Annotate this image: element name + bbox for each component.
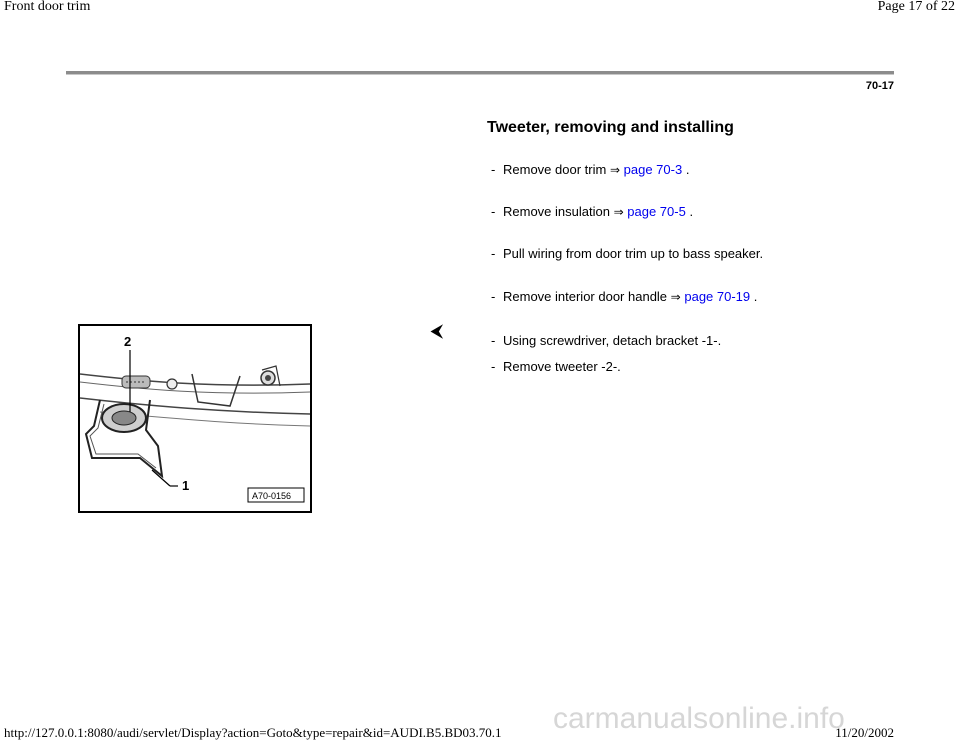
page-indicator: Page 17 of 22 xyxy=(877,0,955,14)
watermark: carmanualsonline.info xyxy=(553,702,845,735)
tweeter-illustration xyxy=(78,324,312,513)
page-link[interactable]: page 70-19 xyxy=(684,289,751,304)
page-link[interactable]: page 70-5 xyxy=(627,204,686,219)
page-number: 70-17 xyxy=(865,80,894,92)
arrow-right-icon: ⇒ xyxy=(670,290,681,304)
section-heading: Tweeter, removing and installing xyxy=(487,119,734,136)
illustration-drawing xyxy=(80,326,310,511)
figure-reference: A70-0156 xyxy=(252,491,292,501)
page-link[interactable]: page 70-3 xyxy=(623,162,683,177)
document-title: Front door trim xyxy=(4,0,91,14)
callout-2: 2 xyxy=(124,334,132,349)
arrow-right-icon: ⇒ xyxy=(609,163,620,177)
footer-date: 11/20/2002 xyxy=(835,725,894,740)
header-rule xyxy=(66,71,894,75)
step-item: - Using screwdriver, detach bracket -1-. xyxy=(491,333,722,348)
figure-pointer-icon: ⮜ xyxy=(431,321,443,340)
step-item: - Pull wiring from door trim up to bass speaker. xyxy=(491,246,764,261)
step-item: - Remove door trim ⇒ page 70-3 . xyxy=(491,162,690,177)
step-item: - Remove interior door handle ⇒ page 70-19 . xyxy=(491,289,758,304)
step-item: - Remove tweeter -2-. xyxy=(491,359,621,374)
step-item: - Remove insulation ⇒ page 70-5 . xyxy=(491,204,694,219)
arrow-right-icon: ⇒ xyxy=(613,205,624,219)
callout-1: 1 xyxy=(182,478,190,493)
footer-url: http://127.0.0.1:8080/audi/servlet/Display?action=Goto&type=repair&id=AUDI.B5.BD03.70.1 xyxy=(4,725,502,740)
